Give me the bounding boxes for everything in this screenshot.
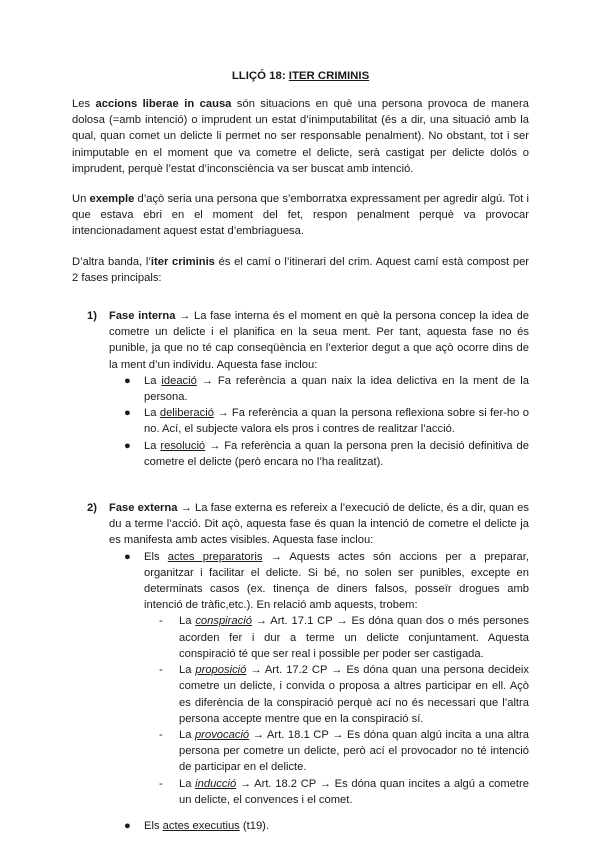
item-term: proposició	[195, 664, 247, 677]
item-post: → Art. 18.1 CP → Es dóna quan algú incita a una altra persona per cometre un delicte, però ací el provocador no té intenció de participar en el delicte.	[179, 728, 529, 774]
dash-icon: -	[159, 777, 163, 790]
item-post: → Fa referència a quan naix la idea delictiva en la ment de la persona.	[144, 374, 529, 404]
phases-list	[72, 308, 529, 808]
bullet-icon: ●	[124, 439, 131, 452]
p2-a: Un	[72, 193, 90, 206]
lesson-title	[72, 70, 529, 82]
dash-icon: -	[159, 728, 163, 741]
spacer	[72, 808, 529, 818]
item-term: actes preparatoris	[167, 550, 263, 563]
phase-external	[72, 500, 529, 808]
document-page	[72, 70, 529, 834]
item-term: actes executius	[162, 819, 240, 832]
phase-heading: Fase externa	[109, 502, 178, 515]
item-term: ideació	[161, 374, 197, 387]
external-stages-list	[109, 549, 529, 808]
dash-icon: -	[159, 615, 163, 628]
p2-c: d’açò seria una persona que s’emborratxa expressament per agredir algú. Tot i que estava ebri en el moment del fet, respon penalment perquè va provocar intencionadament aquest estat d’embriaguesa.	[72, 193, 529, 238]
paragraph-accions-liberae	[72, 96, 529, 177]
phase-number: 1)	[87, 310, 97, 323]
bullet-icon: ●	[124, 550, 131, 563]
title-underlined: ITER CRIMINIS	[288, 70, 370, 82]
item-term: resolució	[160, 439, 206, 452]
p1-c: són situacions en què una persona provoca de manera dolosa (=amb intenció) o imprudent un estat d’inimputabilitat (és a dir, una situació amb la qual, quan comet un delicte li permet no ser responsable penalment). No obstant, tot i ser inimputable en el moment que va cometre el delicte, serà castigat per delicte dolós o imprudent, perquè l’estat d’inconsciència va ser buscat amb intenció.	[72, 98, 529, 175]
list-item	[109, 373, 529, 405]
bullet-icon: ●	[124, 819, 131, 832]
phase-text: → La fase interna és el moment en què la persona concep la idea de cometre un delicte i el planifica en la seua ment. Per tant, aquesta fase no és punible, ja que no té cap conseqüència en l’exterior degut a que açò ocorre dins de la ment d’un individu. Aquesta fase inclou:	[109, 310, 529, 371]
item-pre: La	[179, 777, 196, 790]
phase-number: 2)	[87, 502, 97, 515]
item-post: → Aquests actes són accions per a preparar, organitzar i facilitar el delicte. Si bé, no solen ser punibles, excepte en determinats casos (ex. tinença de diners falsos, posseïr drogues amb intenció de tràfic,etc.). En relació amb aquests, trobem:	[144, 550, 529, 612]
phase-heading: Fase interna	[109, 310, 176, 323]
phase-internal	[72, 308, 529, 470]
item-post: → Art. 17.1 CP → Es dóna quan dos o més persones acorden fer i dur a terme un delicte conjuntament. Aquesta conspiració té que ser real i possible per poder ser castigada.	[179, 615, 529, 660]
spacer	[72, 470, 529, 500]
item-pre: La	[144, 374, 162, 387]
list-item	[109, 405, 529, 437]
title-prefix: LLIÇÓ 18:	[231, 70, 289, 82]
p2-bold-term: exemple	[89, 193, 135, 206]
list-item	[109, 438, 529, 470]
list-item	[144, 613, 529, 662]
list-item	[109, 549, 529, 808]
dash-icon: -	[159, 664, 163, 677]
item-pre: La	[179, 664, 196, 677]
item-term: deliberació	[159, 407, 214, 420]
p1-a: Les	[72, 98, 96, 110]
paragraph-iter-criminis	[72, 254, 529, 286]
item-pre: La	[179, 615, 196, 628]
preparatory-acts-list	[144, 613, 529, 807]
list-item	[144, 727, 529, 776]
item-pre: Els	[144, 550, 168, 563]
p1-bold-term: accions liberae in causa	[95, 98, 232, 110]
item-pre: Els	[144, 819, 163, 832]
item-post: → Fa referència a quan la persona reflexiona sobre si fer-ho o no. Ací, el subjecte valora els pros i contres de realitzar l’acció.	[144, 407, 529, 436]
p3-a: D’altra banda, l’	[72, 255, 151, 268]
item-pre: La	[144, 439, 161, 452]
p3-bold-term: iter criminis	[150, 255, 215, 268]
item-pre: La	[144, 407, 160, 420]
list-item	[144, 662, 529, 727]
list-item	[144, 776, 529, 808]
item-term: inducció	[195, 777, 237, 790]
list-item-actes-executius	[72, 818, 529, 834]
item-pre: La	[179, 728, 196, 741]
paragraph-example	[72, 191, 529, 240]
item-post: → Art. 17.2 CP → Es dóna quan una persona decideix cometre un delicte, i convida o proposa a altres participar en ell. Açò es diferència de la conspiració perquè ací no és necessari que l’altra persona accepte mentre que en la conspiració sí.	[179, 664, 529, 725]
bullet-icon: ●	[124, 374, 131, 387]
phase-text: → La fase externa es refereix a l’execució de delicte, és a dir, quan es du a terme l’acció. Dit açò, aquesta fase és quan la intenció de cometre el delicte ja es manifesta amb actes visibles. Aquesta fase inclou:	[109, 502, 529, 547]
item-post: → Art. 18.2 CP → Es dóna quan incites a algú a cometre un delicte, el convences i el comet.	[179, 777, 529, 806]
p3-c: és el camí o l’itinerari del crim. Aquest camí està compost per 2 fases principals:	[72, 255, 530, 284]
item-term: provocació	[195, 728, 250, 741]
bullet-icon: ●	[124, 407, 131, 420]
internal-stages-list	[109, 373, 529, 470]
item-post: (t19).	[239, 819, 270, 832]
item-post: → Fa referència a quan la persona pren la decisió definitiva de cometre el delicte (però encara no l’ha realitzat).	[144, 439, 529, 468]
item-term: conspiració	[195, 615, 252, 628]
